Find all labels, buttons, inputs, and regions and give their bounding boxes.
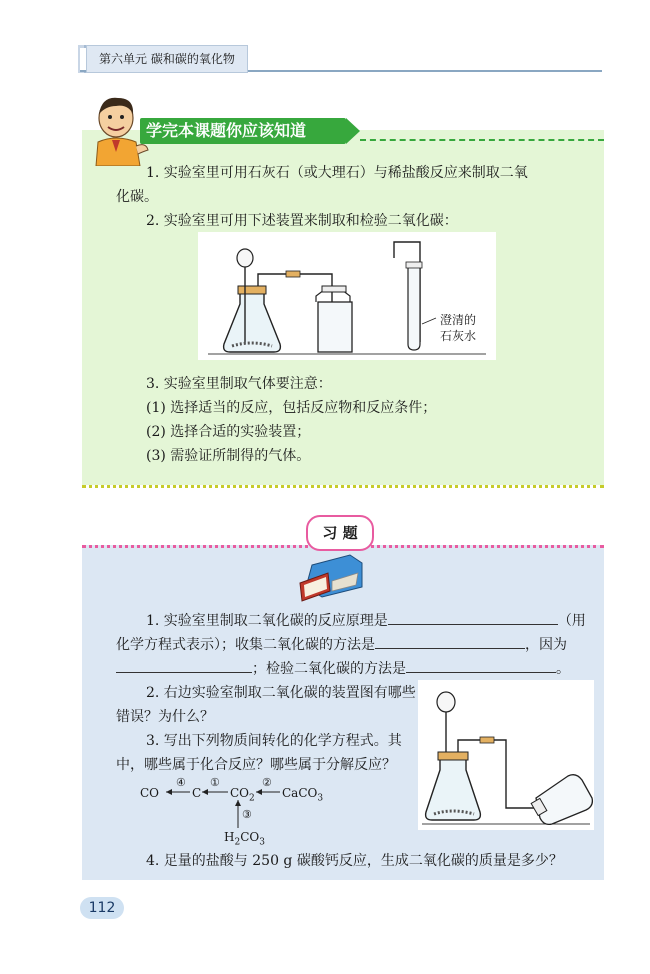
question-1-line-1: 1. 实验室里制取二氧化碳的反应原理是 （用 [146, 610, 586, 632]
answer-blank[interactable] [116, 658, 252, 673]
c-label: C [192, 786, 202, 800]
lime-water-label-line-1: 澄清的 [440, 313, 477, 327]
step-3-label: ③ [242, 808, 252, 821]
summary-item-1: (1) 选择适当的反应，包括反应物和反应条件； [146, 400, 437, 416]
question-1-line-3: ；检验二氧化碳的方法是 。 [116, 658, 570, 680]
summary-item-2: (2) 选择合适的实验装置； [146, 424, 311, 440]
step-2-label: ② [262, 776, 272, 789]
question-1-line-2: 化学方程式表示）；收集二氧化碳的方法是 ，因为 [116, 634, 567, 656]
exercise-title: 习 题 [306, 515, 374, 551]
faulty-apparatus-figure [418, 680, 594, 830]
page-number: 112 [80, 897, 124, 919]
question-3-line-1: 3. 写出下列物质间转化的化学方程式。其 [146, 733, 402, 749]
question-4: 4. 足量的盐酸与 250 g 碳酸钙反应，生成二氧化碳的质量是多少？ [146, 853, 563, 869]
lime-water-label-line-2: 石灰水 [440, 329, 477, 343]
answer-blank[interactable] [375, 634, 525, 649]
faulty-apparatus-drawing [418, 680, 594, 830]
h2co3-label: $H_2CO_3$ [224, 830, 265, 848]
step-4-label: ④ [176, 776, 186, 789]
question-3-line-2: 中，哪些属于化合反应？哪些属于分解反应？ [116, 757, 396, 773]
summary-point-1-line-1: 1. 实验室里可用石灰石（或大理石）与稀盐酸反应来制取二氧 [146, 165, 528, 181]
co-label: CO [140, 786, 160, 800]
summary-title: 学完本课题你应该知道 [140, 118, 346, 144]
title-divider [360, 139, 604, 141]
summary-item-3: (3) 需验证所制得的气体。 [146, 448, 311, 464]
answer-blank[interactable] [388, 610, 558, 625]
summary-point-3: 3. 实验室里制取气体要注意： [146, 376, 332, 392]
summary-point-2: 2. 实验室里可用下述装置来制取和检验二氧化碳： [146, 213, 458, 229]
section-divider [82, 485, 604, 488]
co2-apparatus-figure [198, 232, 496, 360]
unit-header: 第六单元 碳和碳的氧化物 [86, 45, 248, 73]
reaction-scheme [140, 776, 324, 848]
answer-blank[interactable] [406, 658, 556, 673]
book-icon [292, 545, 374, 603]
question-2-line-2: 错误？为什么？ [116, 709, 214, 725]
co2-label: $CO_2$ [230, 786, 255, 804]
teacher-avatar-icon [86, 92, 150, 166]
caco3-label: CaCO$_3$ [282, 786, 324, 804]
step-1-label: ① [210, 776, 220, 789]
question-2-line-1: 2. 右边实验室制取二氧化碳的装置图有哪些 [146, 685, 416, 701]
summary-point-1-line-2: 化碳。 [116, 189, 158, 205]
